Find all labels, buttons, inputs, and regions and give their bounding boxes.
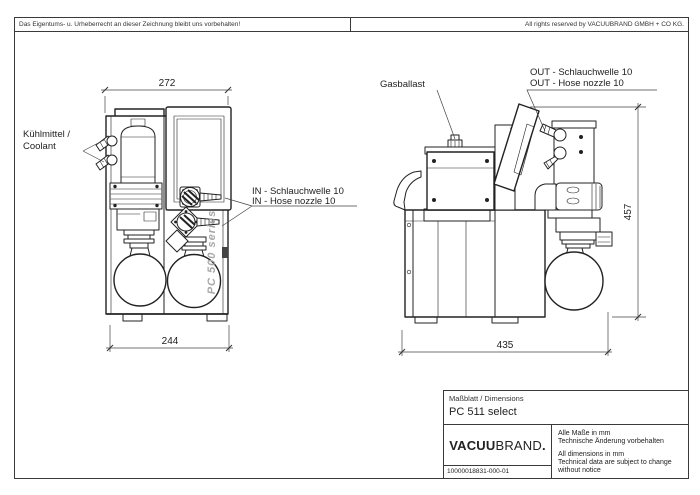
pump-head-side xyxy=(425,135,496,210)
note-en-3: without notice xyxy=(558,467,601,475)
note-de-2: Technische Änderung vorbehalten xyxy=(558,438,664,446)
pump-block-front xyxy=(110,183,162,209)
svg-text:OUT - Schlauchwelle 10: OUT - Schlauchwelle 10 xyxy=(530,67,633,78)
pump-body-side xyxy=(405,209,545,323)
rights-text: All rights reserved by VACUUBRAND GMBH + CO KG. xyxy=(525,21,684,28)
controller-display-side xyxy=(494,104,539,210)
note-de-1: Alle Maße in mm xyxy=(558,430,611,437)
dim-457-value: 457 xyxy=(623,203,634,221)
handle-side xyxy=(394,171,421,210)
svg-text:Coolant: Coolant xyxy=(23,141,56,152)
coolant-label xyxy=(23,129,104,162)
side-valve-assembly xyxy=(548,210,612,248)
condenser-front xyxy=(121,119,155,183)
document-number: 10000018831-000-01 xyxy=(444,465,551,478)
note-en-2: Technical data are subject to change xyxy=(558,458,672,466)
vacuubrand-logo: VACUU BRAND . xyxy=(449,437,546,453)
svg-text:IN - Hose nozzle 10: IN - Hose nozzle 10 xyxy=(252,196,336,207)
svg-text:IN - Schlauchwelle 10: IN - Schlauchwelle 10 xyxy=(252,186,344,197)
series-marking: PC 500 series xyxy=(206,209,218,295)
title-block xyxy=(443,390,689,479)
inlet-label xyxy=(222,186,357,226)
title-block-notes xyxy=(552,425,688,478)
front-view xyxy=(23,78,357,352)
left-flask-assembly xyxy=(114,209,166,306)
dim-272-value: 272 xyxy=(158,78,176,89)
dim-435-value: 435 xyxy=(496,340,514,351)
side-flask xyxy=(545,248,603,310)
dim-width-244 xyxy=(106,325,233,352)
dim-244-value: 244 xyxy=(161,336,179,347)
note-en-1: All dimensions in mm xyxy=(558,450,625,458)
svg-text:Gasballast: Gasballast xyxy=(380,79,425,90)
gasballast-label xyxy=(380,79,455,139)
product-name: PC 511 select xyxy=(449,406,517,418)
dim-depth-435 xyxy=(398,312,612,356)
side-view xyxy=(380,67,657,356)
gas-ballast-valve xyxy=(448,135,462,148)
cabinet-side-clip xyxy=(222,247,228,258)
out-condenser xyxy=(540,121,596,189)
svg-text:Kühlmittel /: Kühlmittel / xyxy=(23,129,70,140)
copyright-text: Das Eigentums- u. Urheberrecht an dieser Zeichnung bleibt uns vorbehalten! xyxy=(19,21,241,28)
doc-type-label: Maßblatt / Dimensions xyxy=(449,394,524,403)
svg-text:OUT - Hose nozzle 10: OUT - Hose nozzle 10 xyxy=(530,78,624,89)
control-knob-side xyxy=(535,183,602,210)
